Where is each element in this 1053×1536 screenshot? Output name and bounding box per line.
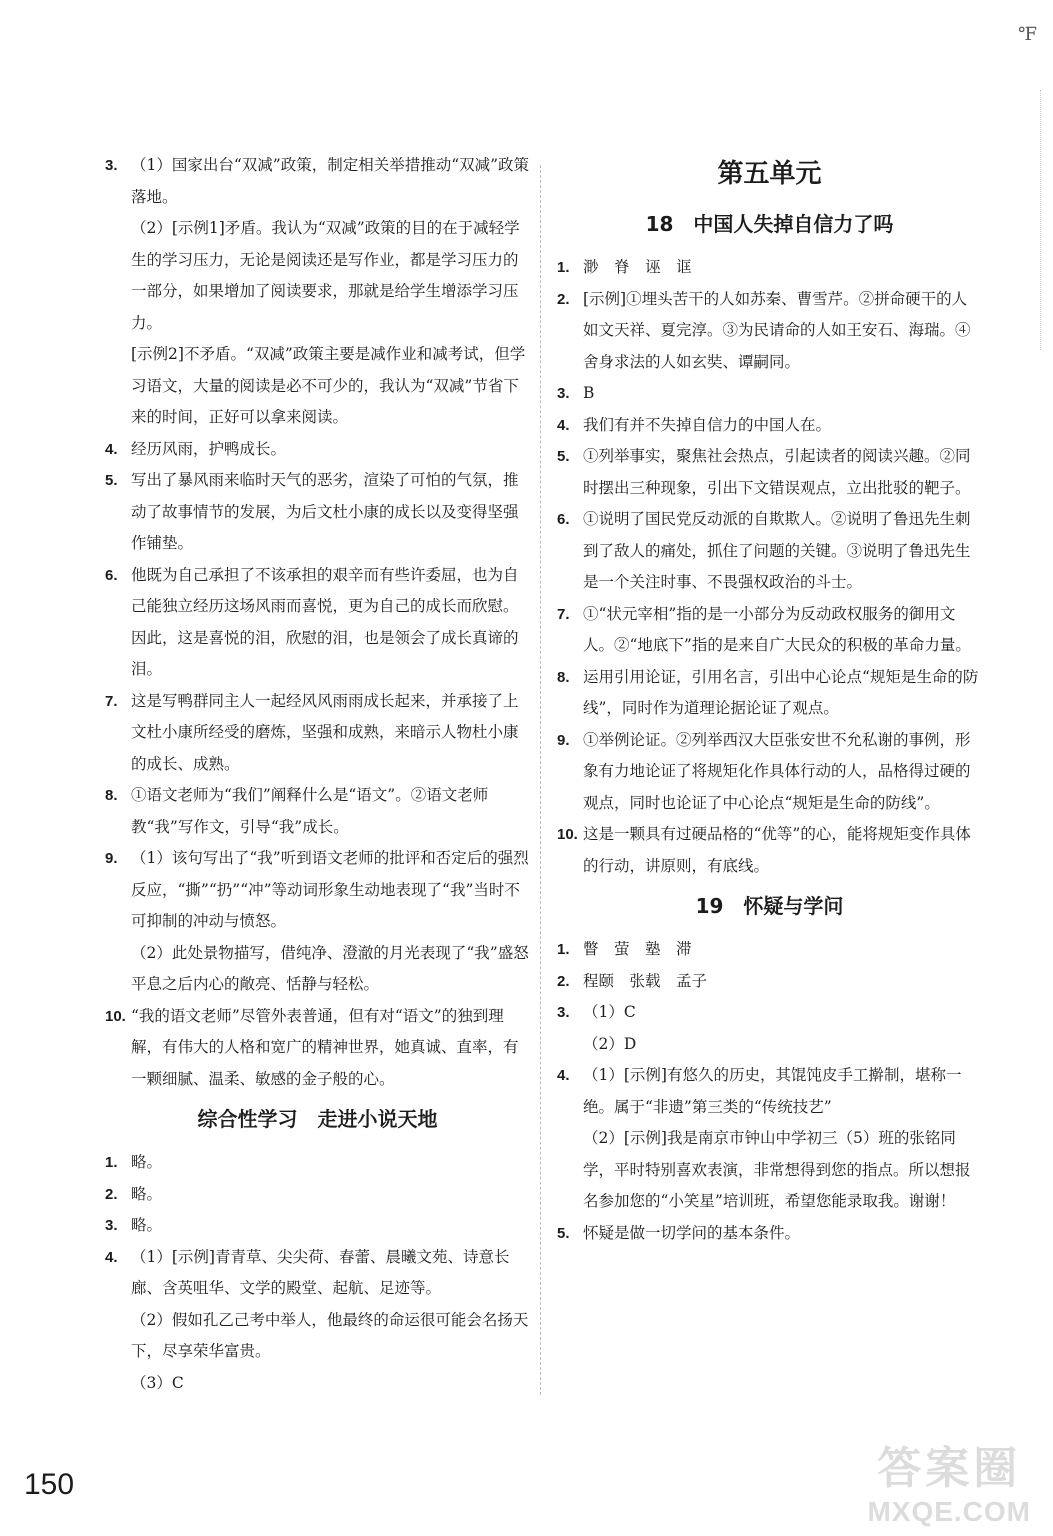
answer-text: [示例2]不矛盾。“双减”政策主要是减作业和减考试，但学习语文，大量的阅读是必不可少的，我认为“双减”节省下来的时间，正好可以拿来阅读。 [131, 345, 526, 426]
lesson18-answer-9 [557, 725, 982, 820]
answer-text: 这是一颗具有过硬品格的“优等”的心，能将规矩变作具体的行动，讲原则，有底线。 [583, 825, 971, 875]
section-title: 综合性学习 走进小说天地 [197, 1107, 438, 1131]
answer-number: 9. [557, 731, 570, 749]
answer-text: 运用引用论证，引用名言，引出中心论点“规矩是生命的防线”，同时作为道理论据论证了观点。 [583, 667, 979, 717]
answer-text: 他既为自己承担了不该承担的艰辛而有些许委屈，也为自己能独立经历这场风雨而喜悦，更为自己的成长而欣慰。因此，这是喜悦的泪，欣慰的泪，也是领会了成长真谛的泪。 [131, 565, 519, 678]
answer-text: 略。 [131, 1153, 163, 1171]
answer-text: ①语文老师为“我们”阐释什么是“语文”。②语文老师教“我”写作文，引导“我”成长。 [131, 786, 489, 836]
answer-text: （2）D [583, 1034, 637, 1053]
answer-number: 7. [557, 605, 570, 623]
lesson18-answer-3 [557, 378, 982, 410]
answer-text: （1）该句写出了“我”听到语文老师的批评和否定后的强烈反应，“撕”“扔”“冲”等动词形象生动地表现了“我”当时不可抑制的冲动与愤怒。 [131, 849, 529, 930]
answer-text: 写出了暴风雨来临时天气的恶劣，渲染了可怕的气氛，推动了故事情节的发展，为后文杜小康的成长以及变得坚强作铺垫。 [131, 471, 519, 552]
left-column [105, 150, 530, 1399]
lesson18-answer-10 [557, 819, 982, 882]
answer-number: 6. [557, 511, 570, 528]
answer-number: 3. [557, 1004, 570, 1021]
section-answer-3 [105, 1210, 530, 1242]
answer-text: （1）C [583, 1003, 636, 1021]
section-answer-2 [105, 1179, 530, 1211]
answer-number: 10. [105, 1007, 126, 1025]
lesson19-answer-3 [557, 997, 982, 1060]
section-answer-1 [105, 1147, 530, 1179]
corner-mark: ℉ [1018, 24, 1037, 45]
column-divider [540, 165, 541, 1395]
answer-number: 4. [105, 1248, 118, 1266]
answer-8 [105, 780, 530, 843]
answer-number: 5. [105, 472, 118, 489]
answer-3 [105, 150, 530, 434]
answer-number: 1. [557, 259, 570, 276]
answer-text: （1）[示例]青青草、尖尖荷、春蕾、晨曦文苑、诗意长廊、含英咀华、文学的殿堂、起航、足迹等。 [131, 1247, 510, 1297]
lesson19-answer-1 [557, 934, 982, 966]
answer-text: [示例]①埋头苦干的人如苏秦、曹雪芹。②拼命硬干的人如文天祥、夏完淳。③为民请命的人如王安石、海瑞。④舍身求法的人如玄奘、谭嗣同。 [583, 289, 971, 371]
answer-number: 3. [557, 385, 570, 402]
answer-number: 1. [557, 941, 570, 958]
lesson18-answer-2 [557, 284, 982, 379]
lesson18-answer-4 [557, 410, 982, 442]
answer-number: 5. [557, 448, 570, 465]
answer-number: 2. [105, 1185, 118, 1203]
lesson19-answer-5 [557, 1218, 982, 1250]
answer-5 [105, 465, 530, 560]
answer-text: （2）假如孔乙己考中举人，他最终的命运很可能会名扬天下，尽享荣华富贵。 [131, 1310, 529, 1360]
answer-text: ①说明了国民党反动派的自欺欺人。②说明了鲁迅先生刺到了敌人的痛处，抓住了问题的关键。③说明了鲁迅先生是一个关注时事、不畏强权政治的斗士。 [583, 510, 971, 591]
watermark-url: MXQE.COM [867, 1496, 1031, 1527]
answer-9 [105, 843, 530, 1001]
answer-text: 经历风雨，护鸭成长。 [131, 439, 287, 458]
page-number: 150 [24, 1468, 75, 1501]
lesson18-answer-7 [557, 599, 982, 662]
answer-text: 渺 脊 诬 诓 [583, 258, 692, 276]
answer-text: B [583, 384, 595, 402]
answer-text: 程颐 张载 孟子 [583, 971, 708, 990]
answer-number: 4. [557, 1067, 570, 1084]
answer-text: ①列举事实，聚焦社会热点，引起读者的阅读兴趣。②同时摆出三种现象，引出下文错误观点，立出批驳的靶子。 [583, 447, 971, 497]
answer-6 [105, 560, 530, 686]
lesson18-answer-1 [557, 252, 982, 284]
answer-number: 8. [557, 668, 570, 686]
lesson18-answer-6 [557, 504, 982, 599]
lesson19-answer-2 [557, 966, 982, 998]
answer-text: （1）[示例]有悠久的历史，其馄饨皮手工擀制，堪称一绝。属于“非遗”第三类的“传统技艺” [583, 1066, 962, 1116]
answer-number: 2. [557, 290, 570, 308]
answer-10 [105, 1001, 530, 1096]
answer-text: 略。 [131, 1184, 163, 1203]
lesson19-answer-4 [557, 1060, 982, 1218]
answer-text: （1）国家出台“双减”政策，制定相关举措推动“双减”政策落地。 [131, 156, 530, 206]
watermark-logo: 答案圈 [877, 1443, 1022, 1494]
answer-text: 略。 [131, 1216, 163, 1234]
edge-dotted-line [1040, 90, 1041, 350]
answer-number: 3. [105, 157, 118, 174]
answer-number: 3. [105, 1217, 118, 1234]
answer-text: （3）C [131, 1373, 184, 1392]
answer-text: 怀疑是做一切学问的基本条件。 [583, 1223, 801, 1242]
answer-number: 10. [557, 826, 578, 843]
answer-number: 7. [105, 692, 118, 710]
answer-text: 我们有并不失掉自信力的中国人在。 [583, 415, 832, 434]
answer-number: 5. [557, 1224, 570, 1242]
answer-number: 4. [105, 440, 118, 458]
answer-number: 9. [105, 850, 118, 867]
answer-4 [105, 434, 530, 466]
answer-number: 4. [557, 416, 570, 434]
answer-number: 6. [105, 566, 118, 584]
right-column [557, 150, 982, 1249]
answer-text: 这是写鸭群同主人一起经风风雨雨成长起来，并承接了上文杜小康所经受的磨炼，坚强和成熟，来暗示人物杜小康的成长、成熟。 [131, 691, 519, 773]
answer-text: （2）[示例]我是南京市钟山中学初三（5）班的张铭同学，平时特别喜欢表演，非常想得到您的指点。所以想报名参加您的“小笑星”培训班，希望您能录取我。谢谢！ [583, 1129, 971, 1210]
lesson-18-title: 18 中国人失掉自信力了吗 [645, 212, 894, 236]
answer-number: 1. [105, 1154, 118, 1171]
answer-number: 8. [105, 787, 118, 804]
answer-text: （2）此处景物描写，借纯净、澄澈的月光表现了“我”盛怒平息之后内心的敞亮、恬静与轻松。 [131, 943, 529, 993]
watermark [867, 1432, 1031, 1528]
lesson18-answer-8 [557, 662, 982, 725]
section-answer-4 [105, 1242, 530, 1400]
answer-text: ①举例论证。②列举西汉大臣张安世不允私谢的事例，形象有力地论证了将规矩化作具体行动的人，品格得过硬的观点，同时也论证了中心论点“规矩是生命的防线”。 [583, 730, 971, 812]
answer-text: “我的语文老师”尽管外表普通，但有对“语文”的独到理解，有伟大的人格和宽广的精神世界，她真诚、直率，有一颗细腻、温柔、敏感的金子般的心。 [131, 1006, 519, 1088]
answer-text: 瞥 萤 塾 滞 [583, 940, 692, 958]
answer-7 [105, 686, 530, 781]
answer-text: ①“状元宰相”指的是一小部分为反动政权服务的御用文人。②“地底下”指的是来自广大民众的积极的革命力量。 [583, 604, 971, 654]
unit-title: 第五单元 [717, 159, 822, 189]
lesson18-answer-5 [557, 441, 982, 504]
lesson-19-title: 19 怀疑与学问 [695, 894, 844, 918]
answer-number: 2. [557, 972, 570, 990]
answer-text: （2）[示例1]矛盾。我认为“双减”政策的目的在于减轻学生的学习压力，无论是阅读还是写作业，都是学习压力的一部分，如果增加了阅读要求，那就是给学生增添学习压力。 [131, 219, 520, 332]
